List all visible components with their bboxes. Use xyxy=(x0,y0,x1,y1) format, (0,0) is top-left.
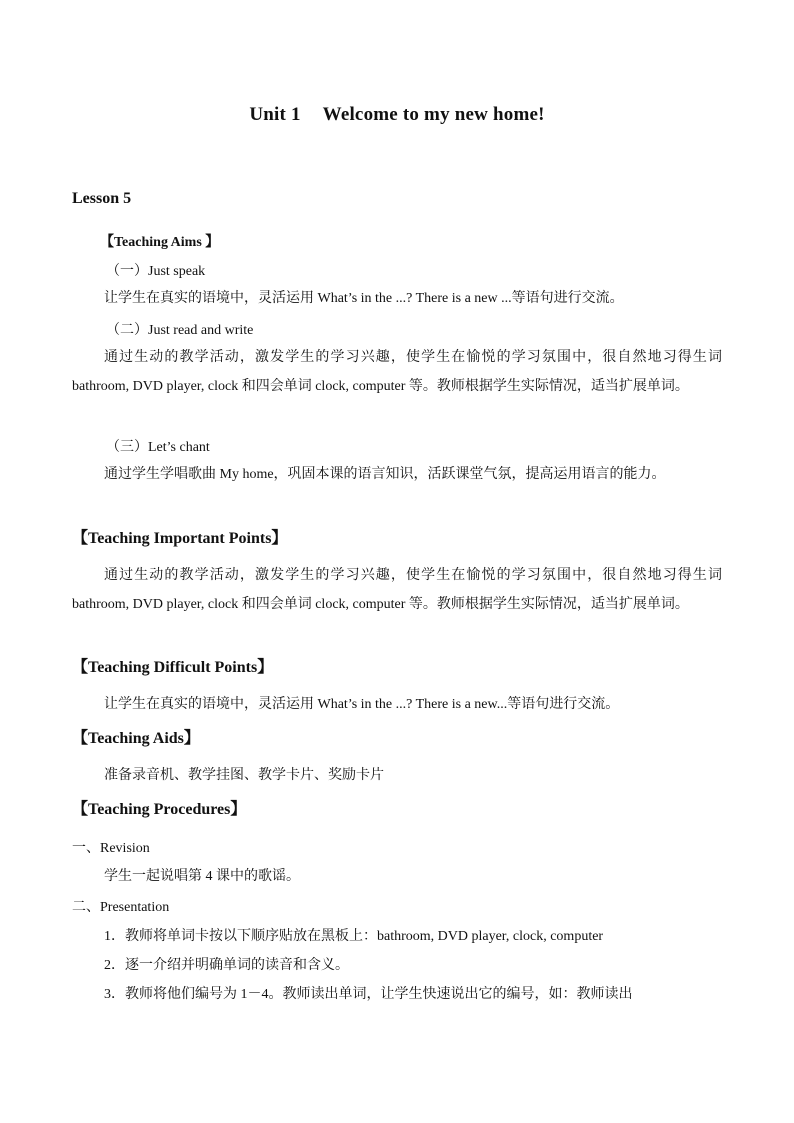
unit-number: Unit 1 xyxy=(249,104,301,125)
document-title xyxy=(0,104,794,126)
teaching-aids-text: 准备录音机、教学挂图、教学卡片、奖励卡片 xyxy=(104,768,384,783)
procedures-heading: 【Teaching Procedures】 xyxy=(72,801,247,818)
presentation-step-1: 1．教师将单词卡按以下顺序贴放在黑板上：bathroom, DVD player, clock, computer xyxy=(104,929,604,944)
presentation-step-3: 3．教师将他们编号为 1－4。教师读出单词，让学生快速说出它的编号，如：教师读出 xyxy=(104,987,633,1002)
aim-2-text: 通过生动的教学活动，激发学生的学习兴趣，使学生在愉悦的学习氛围中，很自然地习得生词 bathroom, DVD player, clock 和四会单词 clock, computer 等。教师根据学生实际情况，适当扩展单词。 xyxy=(72,350,722,394)
difficult-points-text: 让学生在真实的语境中，灵活运用 What’s in the ...? There is a new...等语句进行交流。 xyxy=(104,697,620,712)
difficult-points-heading: 【Teaching Difficult Points】 xyxy=(72,659,274,676)
aim-3-text: 通过学生学唱歌曲 My home，巩固本课的语言知识，活跃课堂气氛，提高运用语言的能力。 xyxy=(104,467,666,482)
lesson-heading: Lesson 5 xyxy=(72,190,132,207)
unit-name: Welcome to my new home! xyxy=(322,104,545,125)
presentation-step-2: 2．逐一介绍并明确单词的读音和含义。 xyxy=(104,958,349,973)
presentation-label: 二、Presentation xyxy=(72,900,170,915)
revision-text: 学生一起说唱第 4 课中的歌谣。 xyxy=(104,869,300,884)
aim-3-label: （三）Let’s chant xyxy=(106,440,210,455)
revision-label: 一、Revision xyxy=(72,841,150,856)
aim-1-label: （一）Just speak xyxy=(106,264,206,279)
important-points-heading: 【Teaching Important Points】 xyxy=(72,530,288,547)
teaching-aids-heading: 【Teaching Aids】 xyxy=(72,730,200,747)
aim-2-label: （二）Just read and write xyxy=(106,323,254,338)
aim-1-text: 让学生在真实的语境中，灵活运用 What’s in the ...? There is a new ...等语句进行交流。 xyxy=(104,291,624,306)
important-points-text: 通过生动的教学活动，激发学生的学习兴趣，使学生在愉悦的学习氛围中，很自然地习得生词 bathroom, DVD player, clock 和四会单词 clock, computer 等。教师根据学生实际情况，适当扩展单词。 xyxy=(72,568,722,612)
aims-heading: 【Teaching Aims 】 xyxy=(100,235,220,250)
